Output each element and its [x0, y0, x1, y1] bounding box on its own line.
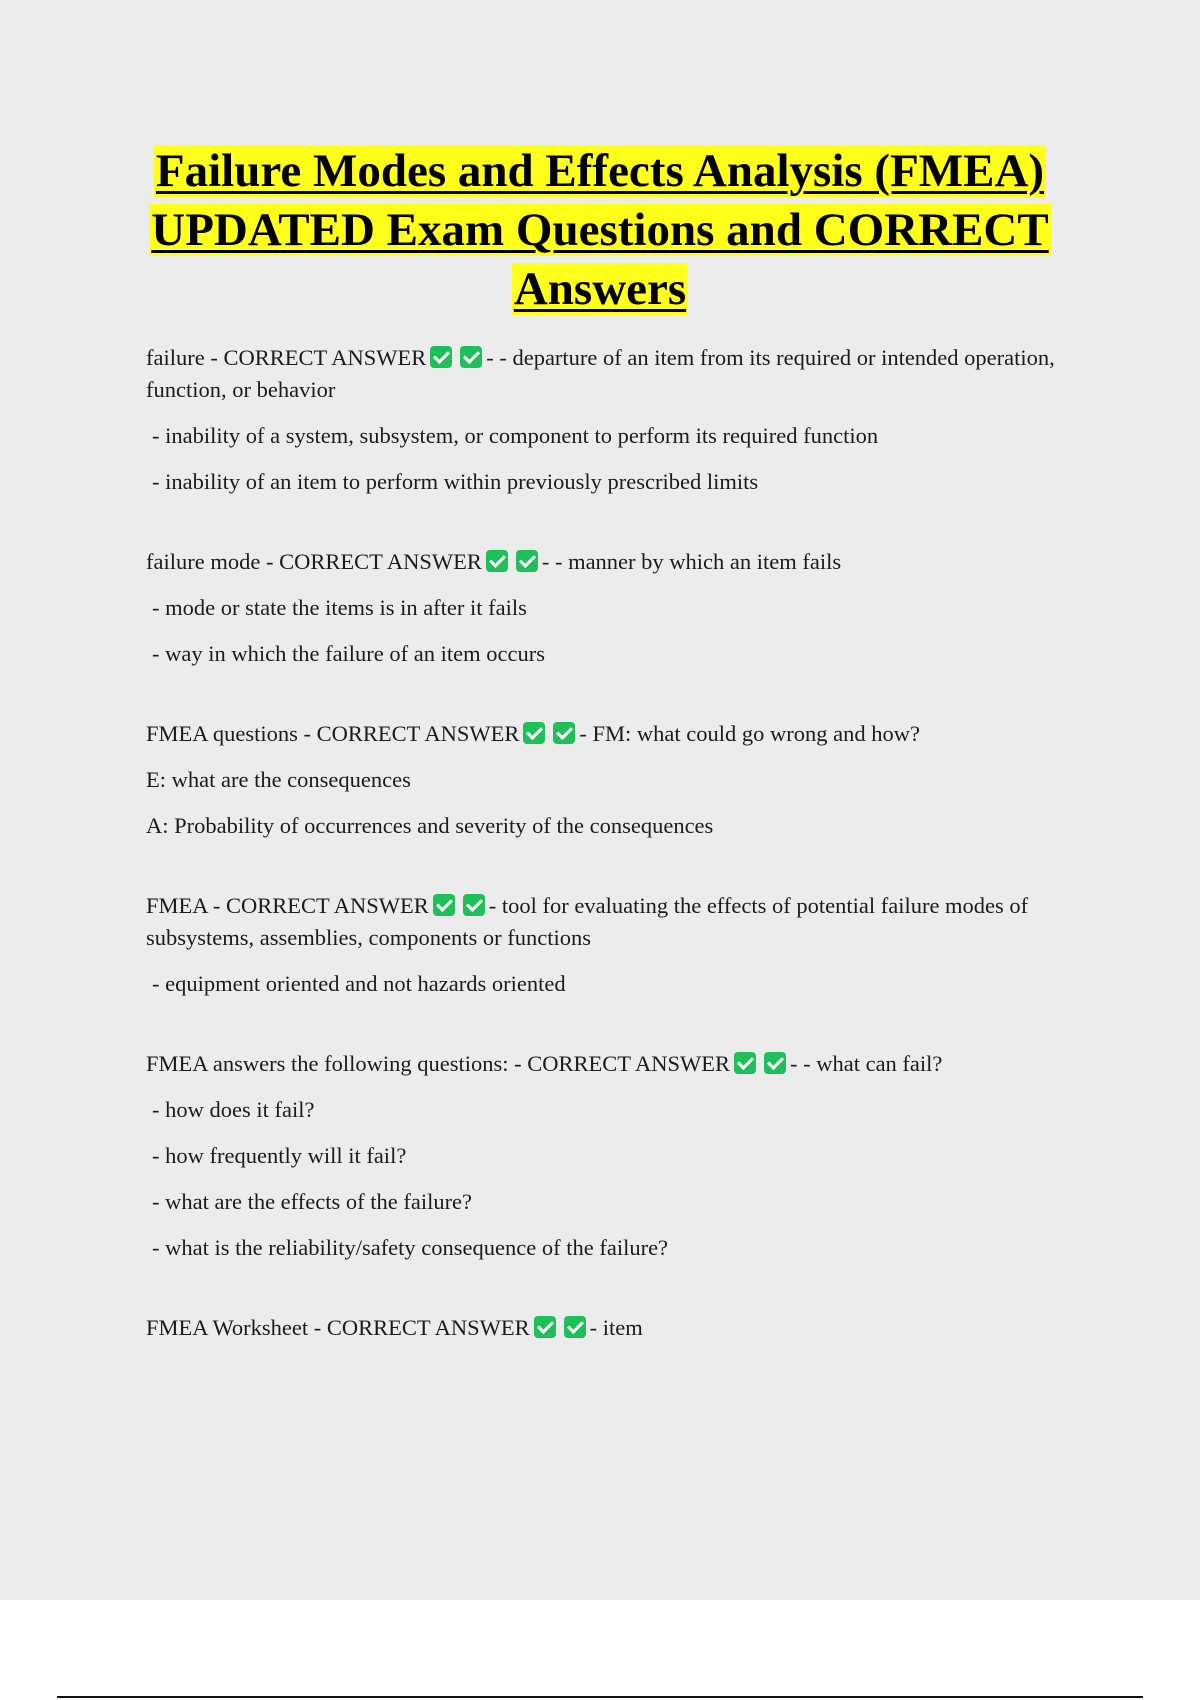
check-box-icon: [564, 1316, 586, 1338]
title-line-3: Answers: [513, 263, 687, 315]
qa-list: [146, 342, 1086, 1392]
qa-entry-fmea-worksheet: [146, 1312, 1086, 1344]
check-box-icon: [433, 894, 455, 916]
document-title: [0, 142, 1200, 319]
term: FMEA questions -: [146, 721, 317, 746]
qa-entry-failure-mode: [146, 546, 1086, 670]
term: FMEA Worksheet -: [146, 1315, 327, 1340]
qa-entry-failure: [146, 342, 1086, 498]
check-box-icon: [553, 722, 575, 744]
answer-line: - inability of an item to perform within previously prescribed limits: [152, 469, 759, 494]
title-line-1: Failure Modes and Effects Analysis (FMEA): [155, 145, 1045, 197]
answer-line: E: what are the consequences: [146, 767, 411, 792]
correct-answer-label: CORRECT ANSWER: [527, 1051, 730, 1076]
check-box-icon: [534, 1316, 556, 1338]
term: failure -: [146, 345, 224, 370]
correct-answer-label: CORRECT ANSWER: [279, 549, 482, 574]
question-line: [146, 1048, 1086, 1080]
answer-text: - - what can fail?: [789, 1051, 943, 1076]
term: FMEA -: [146, 893, 227, 918]
correct-answer-label: CORRECT ANSWER: [223, 345, 427, 370]
answer-text: - item: [589, 1315, 643, 1340]
question-line: [146, 546, 1086, 578]
qa-entry-fmea: [146, 890, 1086, 1000]
qa-entry-fmea-answers: [146, 1048, 1086, 1264]
answer-text: - FM: what could go wrong and how?: [579, 721, 920, 746]
correct-answer-label: CORRECT ANSWER: [316, 721, 520, 746]
check-box-icon: [460, 346, 482, 368]
question-line: [146, 342, 1086, 406]
question-line: [146, 718, 1086, 750]
correct-answer-label: CORRECT ANSWER: [326, 1315, 530, 1340]
qa-entry-fmea-questions: [146, 718, 1086, 842]
question-line: [146, 890, 1086, 954]
answer-text: - - departure of an item from its required or intended operation, function, or behavior: [146, 345, 1055, 402]
check-box-icon: [734, 1052, 756, 1074]
question-line: [146, 1312, 1086, 1344]
check-box-icon: [486, 550, 508, 572]
answer-line: - inability of a system, subsystem, or component to perform its required function: [152, 423, 879, 448]
answer-line: - way in which the failure of an item occurs: [152, 641, 545, 666]
answer-text: - - manner by which an item fails: [541, 549, 842, 574]
answer-line: - how does it fail?: [152, 1097, 315, 1122]
answer-line: - equipment oriented and not hazards oriented: [152, 971, 566, 996]
check-box-icon: [516, 550, 538, 572]
check-box-icon: [463, 894, 485, 916]
check-box-icon: [523, 722, 545, 744]
answer-line: - what is the reliability/safety consequence of the failure?: [152, 1235, 669, 1260]
answer-line: - how frequently will it fail?: [152, 1143, 407, 1168]
title-line-2: UPDATED Exam Questions and CORRECT: [151, 204, 1049, 256]
answer-line: - what are the effects of the failure?: [152, 1189, 473, 1214]
check-box-icon: [764, 1052, 786, 1074]
answer-line: A: Probability of occurrences and severity of the consequences: [146, 813, 714, 838]
term: FMEA answers the following questions: -: [146, 1051, 528, 1076]
check-box-icon: [430, 346, 452, 368]
answer-text: - tool for evaluating the effects of potential failure modes of subsystems, assemblies, components or functions: [146, 893, 1029, 950]
answer-line: - mode or state the items is in after it fails: [152, 595, 527, 620]
page-divider: [57, 1696, 1143, 1698]
term: failure mode -: [146, 549, 280, 574]
correct-answer-label: CORRECT ANSWER: [226, 893, 429, 918]
